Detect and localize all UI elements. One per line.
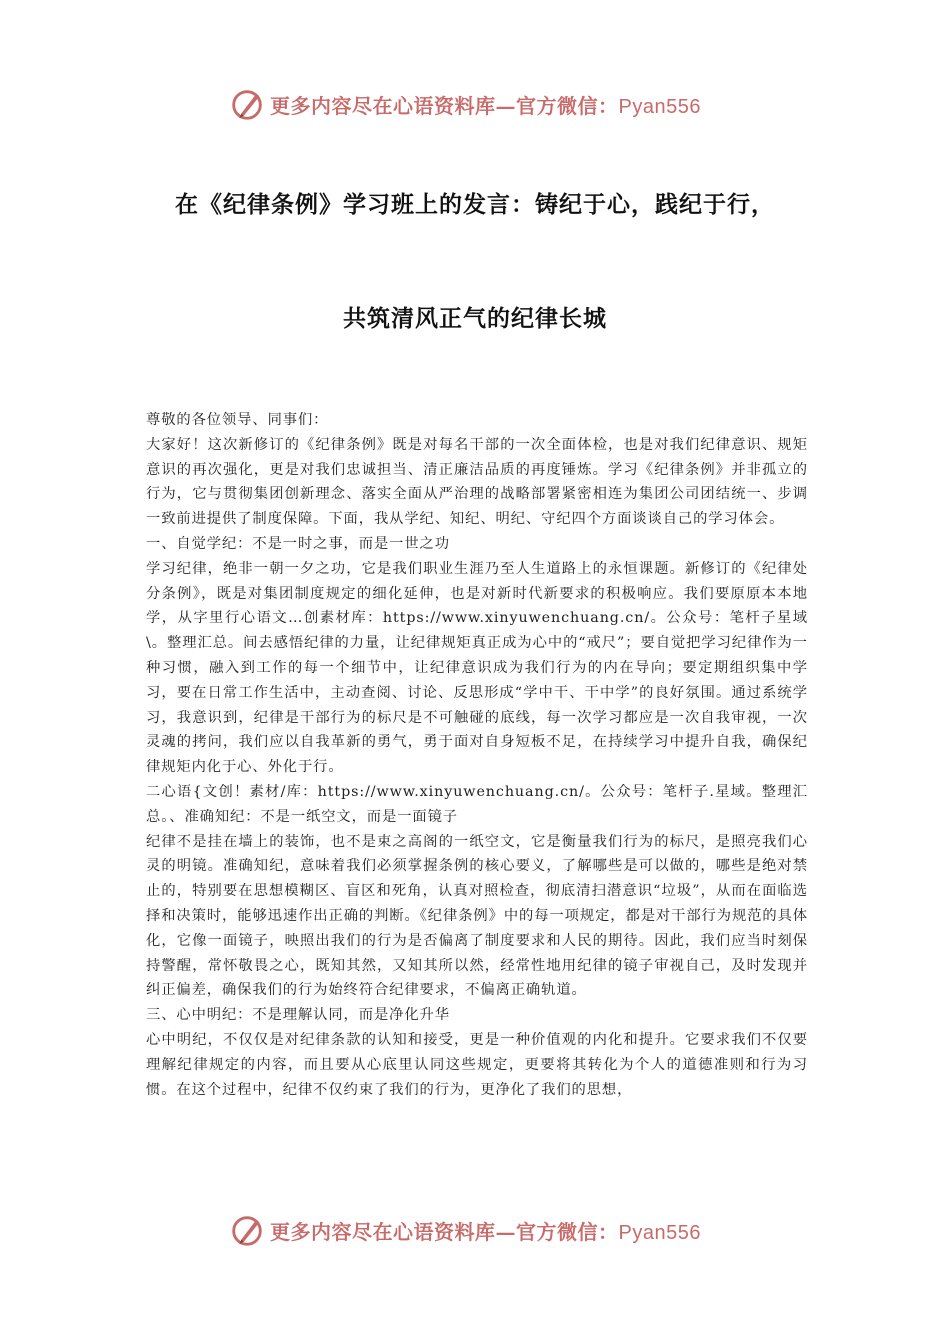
banner-text: 更多内容尽在心语资料库—官方微信：Pyan556: [270, 1219, 701, 1244]
wechat-id: Pyan556: [618, 1221, 701, 1244]
salutation: 尊敬的各位领导、同事们：: [146, 412, 329, 428]
wechat-id: Pyan556: [618, 95, 701, 118]
pen-nib-logo-icon: [228, 85, 266, 123]
footer-banner: [228, 1208, 748, 1252]
pen-nib-logo-icon: [228, 1211, 266, 1249]
paragraph-section-1: 学习纪律，绝非一朝一夕之功，它是我们职业生涯乃至人生道路上的永恒课题。新修订的《纪律处分条例》，既是对集团制度规定的细化延伸，也是对新时代新要求的积极响应。我们要原原本本地学，从字里行心语文…创素材库：https://www.xinyuwenchuang.cn/。公众号：笔杆子星域\。整理汇总。间去感悟纪律的力量，让纪律规矩真正成为心中的“戒尺”；要自觉把学习纪律作为一种习惯，融入到工作的每一个细节中，让纪律意识成为我们行为的内在导向；要定期组织集中学习，要在日常工作生活中，主动查阅、讨论、反思形成“学中干、干中学”的良好氛围。通过系统学习，我意识到，纪律是干部行为的标尺是不可触碰的底线，每一次学习都应是一次自我审视，一次灵魂的拷问，我们应以自我革新的勇气，勇于面对自身短板不足，在持续学习中提升自我，确保纪律规矩内化于心、外化于行。: [146, 560, 808, 776]
document-body: [146, 408, 808, 1102]
paragraph-section-3: 心中明纪，不仅仅是对纪律条款的认知和接受，更是一种价值观的内化和提升。它要求我们不仅要理解纪律规定的内容，而且要从心底里认同这些规定，更要将其转化为个人的道德准则和行为习惯。在这个过程中，纪律不仅约束了我们的行为，更净化了我们的思想，: [146, 1031, 808, 1098]
header-banner: [228, 82, 748, 126]
page-title-line-2: 共筑清风正气的纪律长城: [343, 306, 607, 332]
paragraph-section-2: 纪律不是挂在墙上的装饰，也不是束之高阁的一纸空文，它是衡量我们行为的标尺，是照亮我们心灵的明镜。准确知纪，意味着我们必须掌握条例的核心要义，了解哪些是可以做的，哪些是绝对禁止的，特别要在思想模糊区、盲区和死角，认真对照检查，彻底清扫潜意识“垃圾”，从而在面临选择和决策时，能够迅速作出正确的判断。《纪律条例》中的每一项规定，都是对干部行为规范的具体化，它像一面镜子，映照出我们的行为是否偏离了制度要求和人民的期待。因此，我们应当时刻保持警醒，常怀敬畏之心，既知其然，又知其所以然，经常性地用纪律的镜子审视自己，及时发现并纠正偏差，确保我们的行为始终符合纪律要求，不偏离正确轨道。: [146, 833, 808, 999]
section-heading-3: 三、心中明纪：不是理解认同，而是净化升华: [146, 1007, 450, 1024]
banner-text: 更多内容尽在心语资料库—官方微信：Pyan556: [270, 93, 701, 118]
page-title-line-1: 在《纪律条例》学习班上的发言：铸纪于心，践纪于行，: [175, 192, 775, 218]
paragraph-intro: 大家好！这次新修订的《纪律条例》既是对每名干部的一次全面体检，也是对我们纪律意识、规矩意识的再次强化，更是对我们忠诚担当、清正廉洁品质的再度锤炼。学习《纪律条例》并非孤立的行为，它与贯彻集团创新理念、落实全面从严治理的战略部署紧密相连为集团公司团结统一、步调一致前进提供了制度保障。下面，我从学纪、知纪、明纪、守纪四个方面谈谈自己的学习体会。: [146, 436, 808, 528]
section-heading-2: 二心语{文创！素材/库：https://www.xinyuwenchuang.cn/。公众号：笔杆子.星域。整理汇总。、准确知纪：不是一纸空文，而是一面镜子: [146, 783, 808, 825]
section-heading-1: 一、自觉学纪：不是一时之事，而是一世之功: [146, 535, 450, 552]
